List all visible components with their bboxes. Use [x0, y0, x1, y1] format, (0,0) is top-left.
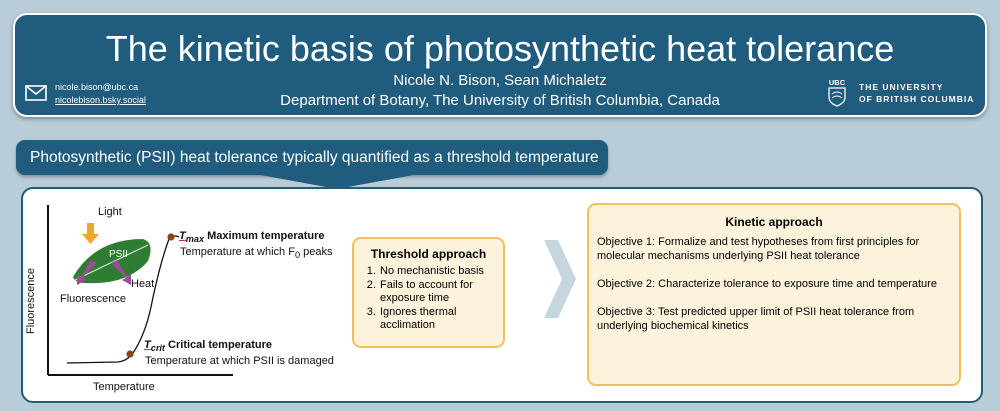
- fluorescence-leaf-label: Fluorescence: [60, 293, 127, 305]
- tcrit-marker: [126, 350, 133, 357]
- x-axis-label: Temperature: [93, 381, 155, 393]
- tcrit-description: Temperature at which PSII is damaged: [145, 355, 334, 367]
- summary-banner: Photosynthetic (PSII) heat tolerance typically quantified as a threshold temperature: [16, 140, 608, 175]
- light-arrow: [82, 223, 99, 244]
- tmax-marker: [167, 233, 174, 240]
- tmax-label: $T_{max}$ Maximum temperature: [179, 230, 325, 245]
- poster-title: The kinetic basis of photosynthetic heat tolerance: [105, 28, 895, 69]
- light-label: Light: [98, 206, 122, 218]
- y-axis-label: Fluorescence: [25, 267, 38, 335]
- ubc-crest-icon: [827, 77, 847, 107]
- list-item: 1. No mechanistic basis: [379, 265, 495, 279]
- list-item: 3. Ignores thermal acclimation: [379, 306, 495, 333]
- tmax-description: Temperature at which $F_0$ peaks: [180, 246, 333, 261]
- leaf-icon: [73, 239, 151, 283]
- chevron-right-icon: [544, 240, 576, 318]
- psii-label: PSII: [109, 249, 128, 260]
- email-link[interactable]: nicole.bison@ubc.ca: [55, 82, 139, 92]
- ubc-abbrev: UBC: [828, 78, 846, 87]
- content-panel: [21, 187, 983, 403]
- authors: Nicole N. Bison, Sean Michaletz: [393, 72, 607, 89]
- kinetic-approach-box: [587, 203, 961, 386]
- list-item: 2. Fails to account for exposure time: [379, 279, 495, 306]
- kinetic-title: Kinetic approach: [725, 215, 823, 229]
- ubc-line1: THE UNIVERSITY: [859, 82, 944, 92]
- mail-icon: [25, 85, 47, 101]
- threshold-title: Threshold approach: [370, 247, 487, 261]
- threshold-approach-box: [352, 237, 505, 348]
- affiliation: Department of Botany, The University of British Columbia, Canada: [280, 92, 720, 109]
- threshold-list: [362, 265, 495, 333]
- objective-3: Objective 3: Test predicted upper limit of PSII heat tolerance from underlying biochemical kinetics: [597, 306, 915, 332]
- heat-label: Heat: [131, 278, 155, 290]
- ubc-line2: OF BRITISH COLUMBIA: [859, 94, 975, 104]
- tcrit-label: $T_{crit}$ Critical temperature: [144, 339, 272, 354]
- header-panel: [13, 13, 987, 117]
- social-link[interactable]: nicolebison.bsky.social: [55, 95, 146, 105]
- objective-2: Objective 2: Characterize tolerance to exposure time and temperature: [597, 278, 937, 290]
- objective-1: Objective 1: Formalize and test hypotheses from first principles for molecular mechanisms underlying PSII heat tolerance: [597, 236, 920, 262]
